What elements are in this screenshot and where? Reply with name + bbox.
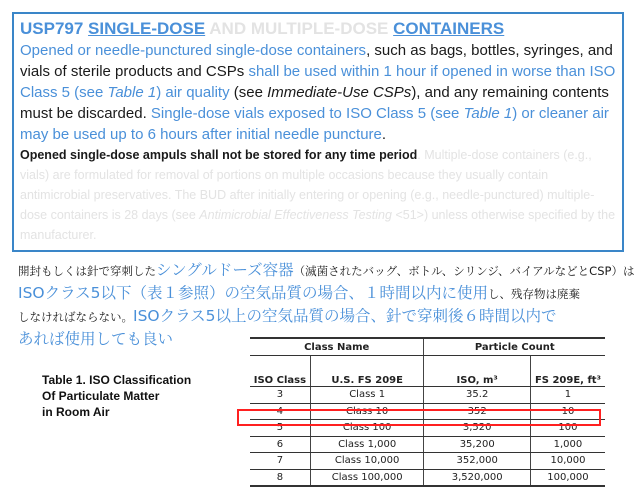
usp797-heading — [20, 18, 616, 40]
text-run: ) air quality — [156, 84, 234, 101]
ja-text-run: シングルドーズ容器 — [156, 261, 294, 279]
header-us-fs209e: U.S. FS 209E — [310, 356, 424, 387]
ja-text-run: ISOクラス5以上の空気品質の場合、針で穿刺後６時間以内で — [133, 307, 557, 325]
us-fs209e-cell: Class 10 — [310, 403, 424, 420]
fs209e-ft3-cell: 1,000 — [530, 436, 605, 453]
fs209e-ft3-cell: 100,000 — [530, 469, 605, 486]
heading-containers: CONTAINERS — [393, 19, 505, 38]
iso-class-cell: 3 — [250, 387, 310, 404]
text-run: shall be used within 1 hour if opened in worse than ISO Class 5 (see — [20, 63, 616, 101]
header-fs209e-ft3: FS 209E, ft³ — [530, 356, 605, 387]
us-fs209e-cell: Class 10,000 — [310, 453, 424, 470]
text-run: , such as bags, bottles, syringes, and vials of sterile products and CSPs — [20, 42, 613, 80]
iso-m3-cell: 3,520,000 — [424, 469, 531, 486]
iso-class-cell: 4 — [250, 403, 310, 420]
text-run: Antimicrobial Effectiveness Testing — [199, 208, 392, 222]
text-run: Single-dose vials exposed to ISO Class 5 (see — [150, 105, 464, 122]
header-particle-count: Particle Count — [424, 338, 605, 356]
heading-code: USP797 — [20, 19, 89, 38]
us-fs209e-cell: Class 100 — [310, 420, 424, 437]
iso-class-cell: 8 — [250, 469, 310, 486]
iso-m3-cell: 35.2 — [424, 387, 531, 404]
fs209e-ft3-cell: 10 — [530, 403, 605, 420]
heading-multiple-dose: AND MULTIPLE-DOSE — [205, 19, 394, 38]
iso-m3-cell: 352,000 — [424, 453, 531, 470]
class5-highlight-box — [237, 409, 601, 426]
ja-text-run: し、残存物は廃棄 — [488, 287, 581, 301]
caption-line: Of Particulate Matter — [42, 389, 160, 403]
caption-line: Table 1. ISO Classification — [42, 373, 192, 387]
text-run: . Multiple-dose containers (e.g., vials) are formulated for removal of portions on multiple occasions because they usually contain antimicrobial preservatives. The BUD after initially entering or opening (e.g., needle-punctured) multiple-dose containers is 28 days (see — [20, 148, 595, 222]
ja-text-run: ISOクラス5以下（表１参照）の空気品質の場合、１時間以内に使用 — [18, 284, 489, 302]
ja-text-run: （滅菌されたバッグ、ボトル、シリンジ、バイアルなどとCSP）は — [293, 264, 635, 278]
ja-line — [18, 305, 638, 328]
text-run: Immediate-Use CSPs — [267, 84, 412, 101]
text-run: Table 1 — [463, 105, 513, 122]
table-row — [250, 436, 605, 453]
text-run: Opened single-dose ampuls shall not be stored for any time period — [20, 148, 418, 162]
us-fs209e-cell: Class 1 — [310, 387, 424, 404]
iso-m3-cell: 35,200 — [424, 436, 531, 453]
header-class-name: Class Name — [250, 338, 424, 356]
iso-class-cell: 7 — [250, 453, 310, 470]
fs209e-ft3-cell: 1 — [530, 387, 605, 404]
text-run: (see — [233, 84, 268, 101]
table-row — [250, 453, 605, 470]
table-row — [250, 469, 605, 486]
ja-text-run: あれば使用しても良い — [18, 330, 174, 348]
usp797-excerpt-box — [12, 12, 624, 252]
single-dose-paragraph — [20, 40, 616, 145]
text-run: Table 1 — [107, 84, 157, 101]
text-run: ) or cleaner air may be used up to 6 hours after initial needle puncture — [20, 105, 609, 143]
iso-m3-cell: 352 — [424, 403, 531, 420]
iso-class-cell: 5 — [250, 420, 310, 437]
us-fs209e-cell: Class 100,000 — [310, 469, 424, 486]
header-iso-class: ISO Class — [250, 356, 310, 387]
text-run: Opened or needle-punctured single-dose containers — [20, 42, 367, 59]
text-run: . — [381, 126, 387, 143]
ja-line — [18, 282, 638, 305]
us-fs209e-cell: Class 1,000 — [310, 436, 424, 453]
table-subheader-row — [250, 356, 605, 387]
heading-single-dose: SINGLE-DOSE — [88, 19, 206, 38]
ja-text-run: 開封もしくは針で穿刺した — [18, 264, 156, 278]
text-run: ), and any remaining contents must be discarded. — [20, 84, 609, 122]
header-iso-m3: ISO, m³ — [424, 356, 531, 387]
table-caption — [42, 372, 191, 420]
ampul-multidose-paragraph — [20, 145, 616, 245]
iso-m3-cell: 3,520 — [424, 420, 531, 437]
ja-line — [18, 259, 638, 282]
ja-text-run: しなければならない。 — [18, 310, 133, 324]
caption-line: in Room Air — [42, 405, 110, 419]
fs209e-ft3-cell: 100 — [530, 420, 605, 437]
iso-class-cell: 6 — [250, 436, 310, 453]
table-header-row — [250, 338, 605, 356]
table-row — [250, 387, 605, 404]
fs209e-ft3-cell: 10,000 — [530, 453, 605, 470]
text-run: <51>) unless otherwise specified by the manufacturer. — [20, 208, 616, 242]
